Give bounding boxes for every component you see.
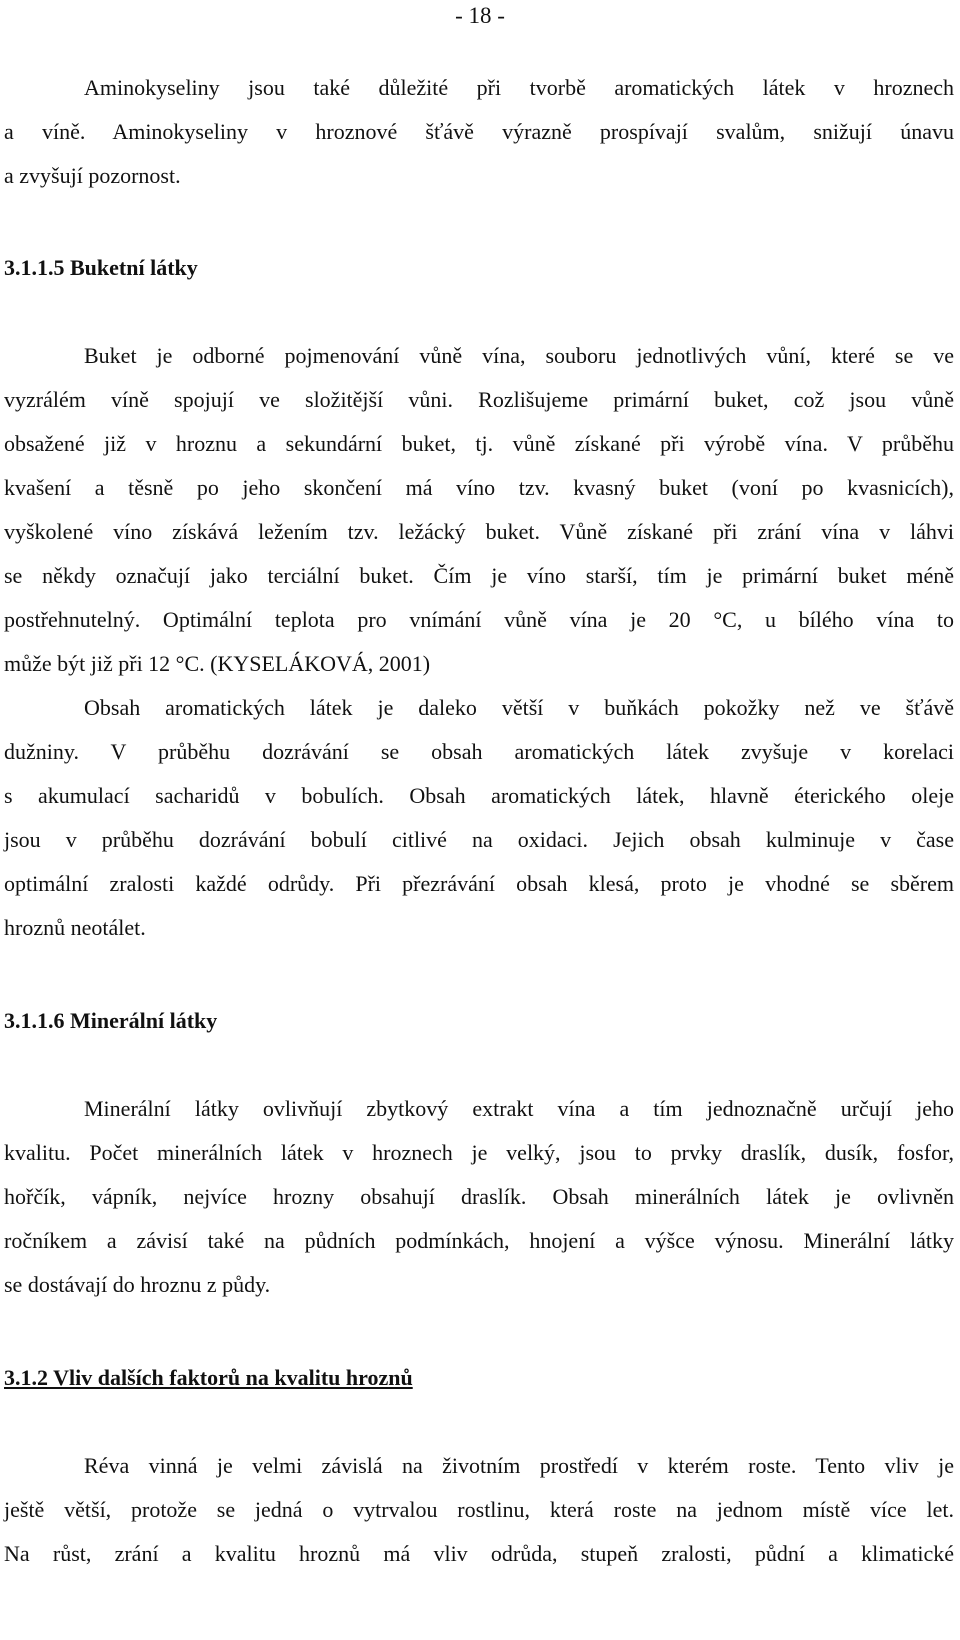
vliv-line-1: Réva vinná je velmi závislá na životním prostředí v kterém roste. Tento vliv je [84, 1453, 954, 1478]
mineralni-line-1: Minerální látky ovlivňují zbytkový extrakt vína a tím jednoznačně určují jeho [84, 1096, 954, 1121]
buketni-line-3: obsažené již v hroznu a sekundární buket, tj. vůně získané při výrobě vína. V průběhu [4, 431, 954, 456]
section-heading-vliv: 3.1.2 Vliv dalších faktorů na kvalitu hroznů [4, 1365, 413, 1390]
mineralni-line-3: hořčík, vápník, nejvíce hrozny obsahují draslík. Obsah minerálních látek je ovlivněn [4, 1184, 954, 1209]
intro-line-1: Aminokyseliny jsou také důležité při tvorbě aromatických látek v hroznech [84, 75, 954, 100]
buketni-line-8: může být již při 12 °C. (KYSELÁKOVÁ, 2001) [4, 651, 431, 676]
buketni-line-10: dužniny. V průběhu dozrávání se obsah aromatických látek zvyšuje v korelaci [4, 739, 954, 764]
buketni-line-5: vyškolené víno získává ležením tzv. ležácký buket. Vůně získané při zrání vína v láhvi [4, 519, 954, 544]
mineralni-line-5: se dostávají do hroznu z půdy. [4, 1272, 271, 1297]
mineralni-line-2: kvalitu. Počet minerálních látek v hroznech je velký, jsou to prvky draslík, dusík, fosfor, [4, 1140, 954, 1165]
vliv-line-2: ještě větší, protože se jedná o vytrvalou rostlinu, která roste na jednom místě více let. [4, 1497, 954, 1522]
buketni-line-14: hroznů neotálet. [4, 915, 146, 940]
buketni-line-9: Obsah aromatických látek je daleko větší v buňkách pokožky než ve šťávě [84, 695, 954, 720]
intro-line-3: a zvyšují pozornost. [4, 163, 181, 188]
mineralni-line-4: ročníkem a závisí také na půdních podmínkách, hnojení a výšce výnosu. Minerální látky [4, 1228, 954, 1253]
page-number: - 18 - [455, 3, 505, 28]
buketni-line-11: s akumulací sacharidů v bobulích. Obsah aromatických látek, hlavně éterického oleje [4, 783, 954, 808]
buketni-line-7: postřehnutelný. Optimální teplota pro vnímání vůně vína je 20 °C, u bílého vína to [4, 607, 954, 632]
buketni-line-13: optimální zralosti každé odrůdy. Při přezrávání obsah klesá, proto je vhodné se sběrem [4, 871, 954, 896]
section-heading-mineralni: 3.1.1.6 Minerální látky [4, 1008, 218, 1033]
buketni-line-1: Buket je odborné pojmenování vůně vína, souboru jednotlivých vůní, které se ve [84, 343, 954, 368]
vliv-line-3: Na růst, zrání a kvalitu hroznů má vliv odrůda, stupeň zralosti, půdní a klimatické [4, 1541, 954, 1566]
intro-line-2: a víně. Aminokyseliny v hroznové šťávě výrazně prospívají svalům, snižují únavu [4, 119, 954, 144]
buketni-line-12: jsou v průběhu dozrávání bobulí citlivé na oxidaci. Jejich obsah kulminuje v čase [4, 827, 954, 852]
buketni-line-4: kvašení a těsně po jeho skončení má víno tzv. kvasný buket (voní po kvasnicích), [4, 475, 954, 500]
buketni-line-6: se někdy označují jako terciální buket. Čím je víno starší, tím je primární buket méně [4, 563, 954, 588]
buketni-line-2: vyzrálém víně spojují ve složitější vůni. Rozlišujeme primární buket, což jsou vůně [4, 387, 954, 412]
section-heading-buketni: 3.1.1.5 Buketní látky [4, 255, 198, 280]
